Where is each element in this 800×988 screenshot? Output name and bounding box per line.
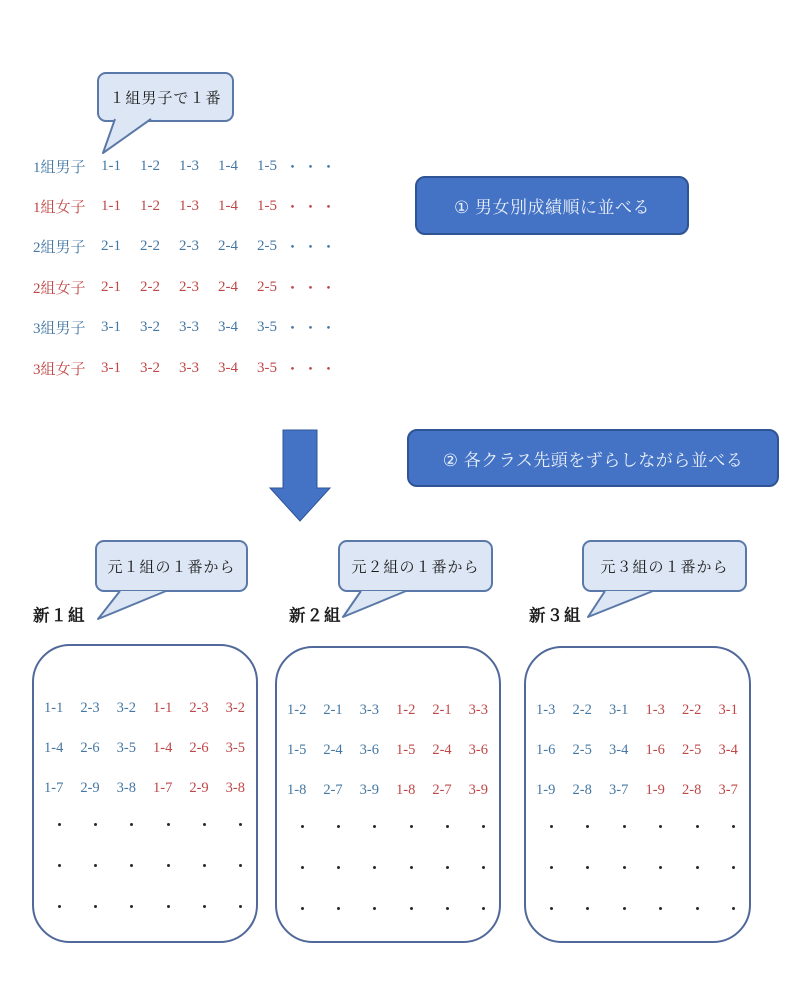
student-number: 2-7 — [323, 781, 343, 798]
callout-bubble-class3 — [582, 540, 747, 592]
placeholder-dot — [682, 825, 713, 828]
student-number: 2-8 — [572, 781, 592, 798]
placeholder-dots — [281, 806, 499, 929]
student-number: 1-2 — [140, 198, 160, 215]
placeholder-dot — [719, 907, 750, 910]
placeholder-dot — [226, 864, 256, 867]
roster-row-label: 3組女子 — [33, 361, 86, 378]
student-number: 1-1 — [152, 699, 173, 716]
placeholder-dot — [469, 866, 499, 869]
placeholder-dot — [44, 864, 74, 867]
student-number: 2-1 — [323, 701, 343, 718]
placeholder-dot-row — [281, 806, 499, 847]
student-number: 1-4 — [218, 157, 238, 174]
placeholder-dot — [469, 825, 499, 828]
student-number: 3-4 — [609, 741, 629, 758]
student-number: 1-7 — [152, 779, 173, 796]
student-number: 1-2 — [140, 157, 160, 174]
student-number: 3-7 — [718, 781, 738, 798]
placeholder-dot — [287, 866, 317, 869]
ellipsis-dots: ・・・ — [285, 240, 340, 257]
step2-banner — [407, 429, 779, 487]
new-class2-label: 新２組 — [289, 606, 342, 625]
student-number: 1-5 — [395, 741, 416, 758]
placeholder-dot — [80, 823, 110, 826]
new-class3-label: 新３組 — [529, 606, 582, 625]
placeholder-dot — [44, 823, 74, 826]
student-number: 3-4 — [718, 741, 738, 758]
student-number: 2-3 — [179, 278, 199, 295]
placeholder-dot — [360, 907, 390, 910]
student-number: 3-1 — [101, 359, 121, 376]
grid-row — [530, 690, 749, 730]
step2-banner-label: ② 各クラス先頭をずらしながら並べる — [442, 450, 744, 470]
placeholder-dot — [153, 823, 183, 826]
student-number: 2-5 — [257, 238, 277, 255]
grid-row — [530, 770, 749, 810]
student-number: 3-5 — [225, 739, 245, 756]
callout-bubble-class1-text: 元１組の１番から — [107, 559, 236, 576]
placeholder-dot — [153, 905, 183, 908]
callout-tail-icon — [577, 588, 659, 622]
placeholder-dot — [573, 825, 604, 828]
new-class1-box — [32, 644, 258, 943]
placeholder-dot — [117, 905, 147, 908]
student-number: 2-8 — [682, 781, 702, 798]
placeholder-dots — [38, 804, 256, 927]
placeholder-dot — [646, 907, 677, 910]
student-number: 1-2 — [395, 701, 416, 718]
ellipsis-dots: ・・・ — [285, 200, 340, 217]
student-number: 1-5 — [287, 741, 307, 758]
placeholder-dot — [682, 907, 713, 910]
student-number: 2-4 — [218, 278, 238, 295]
placeholder-dot — [609, 825, 640, 828]
placeholder-dot — [432, 907, 462, 910]
student-number: 3-3 — [359, 701, 379, 718]
student-number: 2-5 — [682, 741, 702, 758]
roster-row — [33, 186, 339, 226]
roster-row-label: 3組男子 — [33, 321, 86, 338]
ellipsis-dots: ・・・ — [285, 321, 340, 338]
student-number: 2-2 — [682, 701, 702, 718]
student-number: 1-3 — [179, 157, 199, 174]
student-number: 2-7 — [432, 781, 452, 798]
student-number: 2-2 — [572, 701, 592, 718]
student-number: 2-4 — [432, 741, 452, 758]
student-number: 3-4 — [218, 359, 238, 376]
placeholder-dot — [609, 907, 640, 910]
placeholder-dot — [536, 907, 567, 910]
student-number: 1-6 — [536, 741, 556, 758]
student-number: 2-2 — [140, 278, 160, 295]
student-number: 2-3 — [80, 699, 100, 716]
student-number: 3-1 — [718, 701, 738, 718]
placeholder-dot-row — [530, 888, 749, 929]
student-number: 1-1 — [101, 198, 121, 215]
roster-row-label: 2組男子 — [33, 240, 86, 257]
grid-row — [530, 730, 749, 770]
placeholder-dot — [287, 825, 317, 828]
grid-row — [38, 688, 256, 728]
student-number: 1-8 — [395, 781, 416, 798]
ellipsis-dots: ・・・ — [285, 361, 340, 378]
student-number: 3-2 — [140, 319, 160, 336]
student-number: 1-4 — [44, 739, 64, 756]
student-number: 2-9 — [80, 779, 100, 796]
roster-row — [33, 227, 339, 267]
student-number: 1-3 — [645, 701, 665, 718]
student-number: 2-6 — [189, 739, 209, 756]
ellipsis-dots: ・・・ — [285, 280, 340, 297]
callout-bubble-class2-text: 元２組の１番から — [351, 559, 480, 576]
placeholder-dot-row — [281, 847, 499, 888]
student-number: 1-6 — [645, 741, 665, 758]
student-number: 2-2 — [140, 238, 160, 255]
student-number: 1-5 — [257, 198, 277, 215]
new-class3-grid — [530, 690, 749, 810]
student-number: 2-5 — [572, 741, 592, 758]
placeholder-dot-row — [281, 888, 499, 929]
placeholder-dot — [573, 866, 604, 869]
student-number: 3-6 — [468, 741, 488, 758]
placeholder-dot — [396, 866, 426, 869]
placeholder-dot — [469, 907, 499, 910]
student-number: 2-1 — [101, 278, 121, 295]
placeholder-dot — [719, 825, 750, 828]
student-number: 2-9 — [189, 779, 209, 796]
placeholder-dot — [609, 866, 640, 869]
roster-list — [33, 146, 339, 388]
student-number: 1-1 — [101, 157, 121, 174]
callout-bubble-class1 — [95, 540, 248, 592]
placeholder-dot — [432, 825, 462, 828]
grid-row — [38, 768, 256, 808]
ellipsis-dots: ・・・ — [285, 159, 340, 176]
step1-banner-label: ① 男女別成績順に並べる — [454, 198, 650, 217]
down-arrow-icon — [268, 429, 332, 523]
placeholder-dot — [153, 864, 183, 867]
placeholder-dot — [360, 825, 390, 828]
student-number: 2-3 — [179, 238, 199, 255]
student-number: 3-3 — [468, 701, 488, 718]
student-number: 1-4 — [152, 739, 173, 756]
placeholder-dot-row — [38, 886, 256, 927]
callout-bubble-top-text: １組男子で１番 — [109, 90, 222, 107]
student-number: 1-3 — [179, 198, 199, 215]
placeholder-dot — [323, 866, 353, 869]
placeholder-dot — [323, 907, 353, 910]
student-number: 1-5 — [257, 157, 277, 174]
student-number: 2-4 — [218, 238, 238, 255]
placeholder-dot — [226, 905, 256, 908]
placeholder-dot — [360, 866, 390, 869]
step1-banner — [415, 176, 689, 235]
placeholder-dot — [189, 823, 219, 826]
student-number: 2-1 — [432, 701, 452, 718]
student-number: 3-5 — [116, 739, 136, 756]
placeholder-dot — [396, 825, 426, 828]
roster-row — [33, 267, 339, 307]
placeholder-dot — [80, 905, 110, 908]
student-number: 1-4 — [218, 198, 238, 215]
placeholder-dot — [226, 823, 256, 826]
student-number: 3-8 — [225, 779, 245, 796]
new-class2-grid — [281, 690, 499, 810]
placeholder-dot — [646, 825, 677, 828]
placeholder-dot — [44, 905, 74, 908]
placeholder-dot — [396, 907, 426, 910]
student-number: 3-1 — [101, 319, 121, 336]
callout-bubble-top — [97, 72, 234, 122]
roster-row-label: 1組男子 — [33, 159, 86, 176]
placeholder-dot — [323, 825, 353, 828]
roster-row-label: 1組女子 — [33, 200, 86, 217]
placeholder-dot — [117, 823, 147, 826]
student-number: 3-3 — [179, 319, 199, 336]
grid-row — [38, 728, 256, 768]
placeholder-dot — [646, 866, 677, 869]
callout-tail-icon — [88, 588, 170, 624]
student-number: 3-2 — [116, 699, 136, 716]
student-number: 2-3 — [189, 699, 209, 716]
student-number: 2-6 — [80, 739, 100, 756]
placeholder-dots — [530, 806, 749, 929]
placeholder-dot-row — [38, 845, 256, 886]
student-number: 3-1 — [609, 701, 629, 718]
student-number: 3-2 — [225, 699, 245, 716]
student-number: 3-6 — [359, 741, 379, 758]
roster-row — [33, 146, 339, 186]
placeholder-dot — [80, 864, 110, 867]
student-number: 1-1 — [44, 699, 64, 716]
placeholder-dot — [719, 866, 750, 869]
new-class1-grid — [38, 688, 256, 808]
student-number: 3-5 — [257, 319, 277, 336]
placeholder-dot-row — [530, 806, 749, 847]
placeholder-dot — [189, 864, 219, 867]
grid-row — [281, 730, 499, 770]
student-number: 1-9 — [645, 781, 665, 798]
placeholder-dot — [287, 907, 317, 910]
placeholder-dot-row — [530, 847, 749, 888]
placeholder-dot — [573, 907, 604, 910]
student-number: 3-9 — [468, 781, 488, 798]
new-class3-box — [524, 646, 751, 943]
placeholder-dot — [189, 905, 219, 908]
student-number: 3-8 — [116, 779, 136, 796]
roster-row-label: 2組女子 — [33, 280, 86, 297]
roster-row — [33, 308, 339, 348]
callout-bubble-class2 — [338, 540, 493, 592]
new-class2-box — [275, 646, 501, 943]
grid-row — [281, 770, 499, 810]
student-number: 2-4 — [323, 741, 343, 758]
student-number: 3-7 — [609, 781, 629, 798]
student-number: 3-2 — [140, 359, 160, 376]
placeholder-dot-row — [38, 804, 256, 845]
callout-bubble-class3-text: 元３組の１番から — [600, 559, 729, 576]
student-number: 1-3 — [536, 701, 556, 718]
student-number: 2-1 — [101, 238, 121, 255]
student-number: 3-4 — [218, 319, 238, 336]
placeholder-dot — [536, 866, 567, 869]
callout-tail-icon — [333, 588, 413, 622]
roster-row — [33, 348, 339, 388]
student-number: 1-8 — [287, 781, 307, 798]
student-number: 1-9 — [536, 781, 556, 798]
student-number: 1-7 — [44, 779, 64, 796]
placeholder-dot — [432, 866, 462, 869]
student-number: 2-5 — [257, 278, 277, 295]
student-number: 1-2 — [287, 701, 307, 718]
placeholder-dot — [682, 866, 713, 869]
placeholder-dot — [536, 825, 567, 828]
student-number: 3-3 — [179, 359, 199, 376]
placeholder-dot — [117, 864, 147, 867]
student-number: 3-9 — [359, 781, 379, 798]
new-class1-label: 新１組 — [33, 606, 86, 625]
grid-row — [281, 690, 499, 730]
student-number: 3-5 — [257, 359, 277, 376]
